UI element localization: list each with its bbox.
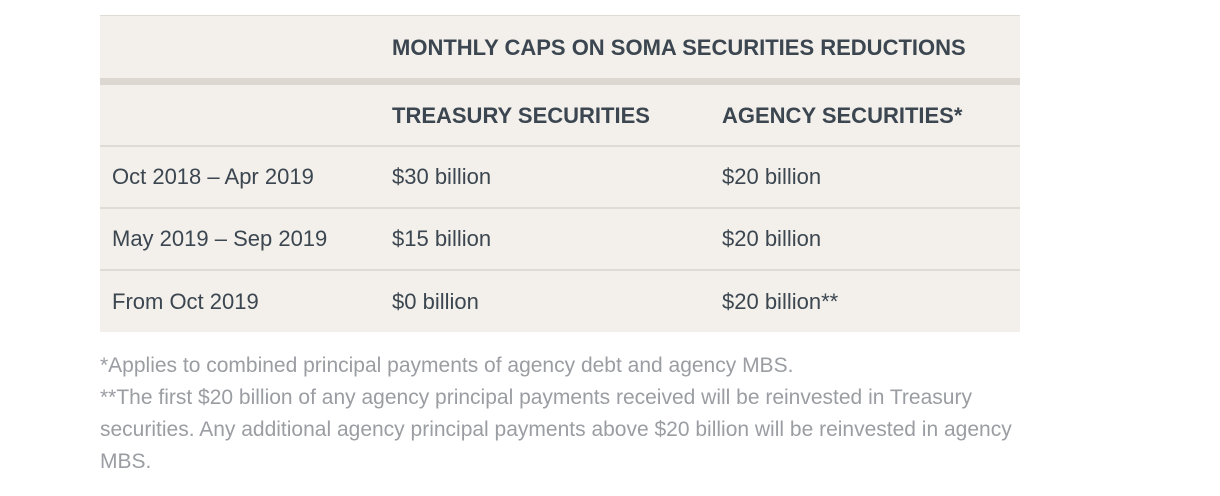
table-row (100, 209, 1020, 271)
treasury-column-header: TREASURY SECURITIES (392, 103, 650, 128)
table-title-row (100, 16, 1020, 78)
footnote-reinvestment: **The first $20 billion of any agency principal payments received will be reinvested in Treasury securities. Any additional agency principal payments above $20 billion will be reinvested in agency MBS. (100, 386, 1012, 473)
agency-cap-cell: $20 billion** (722, 288, 839, 314)
period-cell: May 2019 – Sep 2019 (112, 226, 328, 251)
agency-cap-cell: $20 billion (722, 164, 822, 189)
footnotes (100, 350, 1030, 478)
title-divider (100, 78, 1020, 85)
agency-column-header: AGENCY SECURITIES* (722, 103, 963, 128)
treasury-cap-cell: $15 billion (392, 226, 492, 251)
period-cell: From Oct 2019 (112, 288, 259, 314)
agency-cap-cell: $20 billion (722, 226, 822, 251)
table-row (100, 147, 1020, 209)
column-header-row (100, 85, 1020, 147)
treasury-cap-cell: $0 billion (392, 288, 479, 314)
table-row (100, 271, 1020, 332)
footnote-agency-definition: *Applies to combined principal payments of agency debt and agency MBS. (100, 354, 794, 377)
caps-table (100, 15, 1020, 332)
table-title: MONTHLY CAPS ON SOMA SECURITIES REDUCTIONS (392, 35, 966, 60)
treasury-cap-cell: $30 billion (392, 164, 492, 189)
period-cell: Oct 2018 – Apr 2019 (112, 164, 314, 189)
